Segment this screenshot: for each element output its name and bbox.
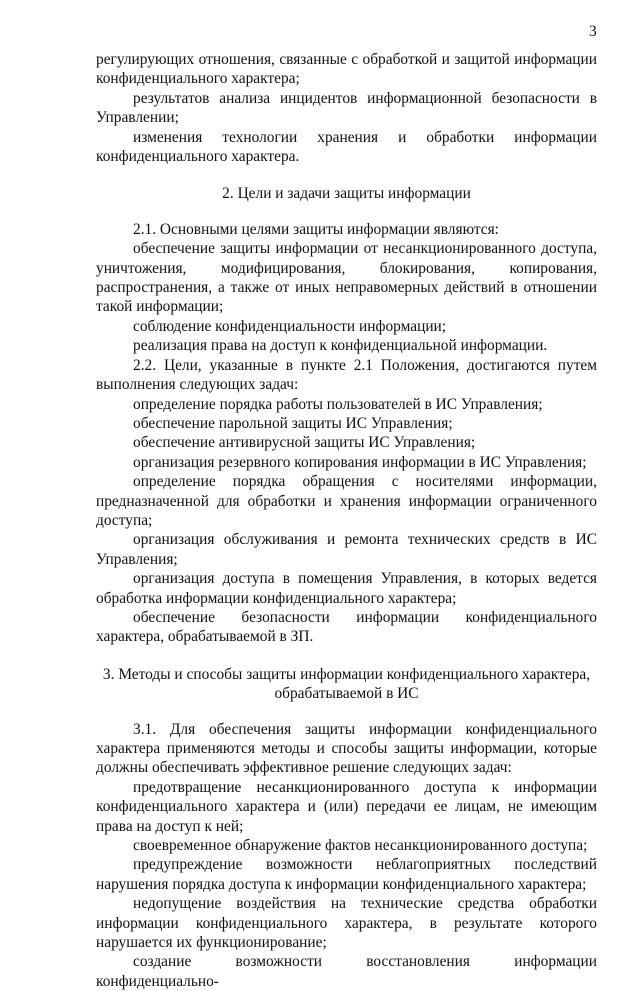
paragraph: обеспечение защиты информации от несанкционированного доступа, уничтожения, модифицирования, блокирования, копирования, распространения, а также от иных неправомерных действий в отношении такой информации; (96, 240, 597, 316)
document-body (96, 50, 597, 991)
paragraph: 3.1. Для обеспечения защиты информации конфиденциального характера применяются методы и способы защиты информации, которые должны обеспечивать эффективное решение следующих задач: (96, 720, 597, 777)
paragraph: изменения технологии хранения и обработки информации конфиденциального характера. (96, 128, 597, 166)
paragraph: недопущение воздействия на технические средства обработки информации конфиденциального характера, в результате которого нарушается их функционирование; (96, 895, 597, 952)
section-spacer (96, 647, 597, 665)
section-heading: 3. Методы и способы защиты информации конфиденциального характера, (102, 665, 591, 683)
section-spacer (96, 204, 597, 220)
section-heading: обрабатываемой в ИС (274, 685, 419, 703)
paragraph: организация обслуживания и ремонта технических средств в ИС Управления; (96, 531, 597, 568)
paragraph: реализация права на доступ к конфиденциальной информации. (133, 337, 548, 355)
paragraph: организация резервного копирования информации в ИС Управления; (133, 453, 587, 471)
paragraph: 2.2. Цели, указанные в пункте 2.1 Положения, достигаются путем выполнения следующих задач: (96, 356, 597, 394)
paragraph: определение порядка работы пользователей в ИС Управления; (133, 395, 543, 413)
paragraph: создание возможности восстановления информации конфиденциально- (96, 953, 597, 990)
page-number: 3 (589, 23, 597, 40)
paragraph: обеспечение безопасности информации конфиденциального характера, обрабатываемой в ЗП. (96, 608, 597, 646)
paragraph: определение порядка обращения с носителями информации, предназначенной для обработки и хранения информации ограниченного доступа; (96, 473, 597, 529)
section-spacer (96, 166, 597, 184)
paragraph: предупреждение возможности неблагоприятных последствий нарушения порядка доступа к информации конфиденциального характера; (96, 856, 597, 893)
paragraph: предотвращение несанкционированного доступа к информации конфиденциального характера и (или) передачи ее лицам, не имеющим права на доступ к ней; (96, 778, 597, 835)
paragraph: результатов анализа инцидентов информационной безопасности в Управлении; (96, 89, 597, 127)
paragraph: регулирующих отношения, связанные с обработкой и защитой информации конфиденциального характера; (96, 51, 597, 88)
section-heading: 2. Цели и задачи защиты информации (222, 185, 471, 203)
paragraph: обеспечение парольной защиты ИС Управления; (133, 414, 453, 432)
section-spacer (96, 704, 597, 720)
paragraph: соблюдение конфиденциальности информации; (133, 317, 447, 335)
paragraph: 2.1. Основными целями защиты информации являются: (133, 220, 499, 238)
paragraph: своевременное обнаружение фактов несанкционированного доступа; (133, 837, 588, 855)
paragraph: обеспечение антивирусной защиты ИС Управления; (133, 434, 476, 452)
paragraph: организация доступа в помещения Управления, в которых ведется обработка информации конфиденциального характера; (96, 570, 597, 607)
